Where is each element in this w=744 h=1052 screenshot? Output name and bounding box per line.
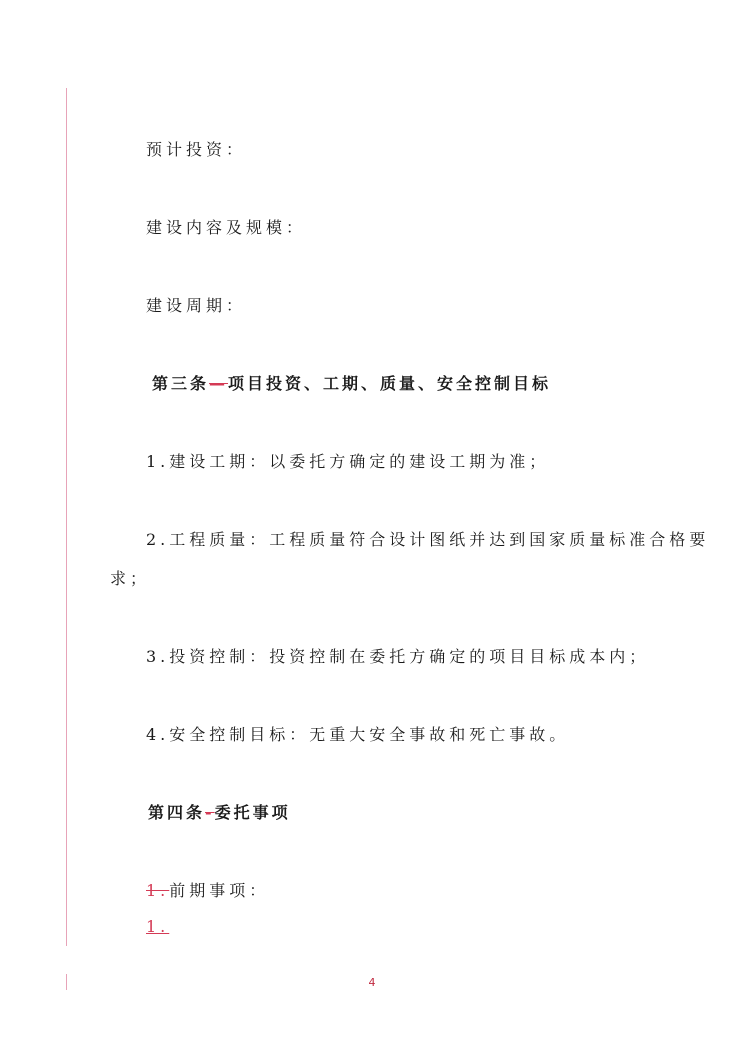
- revision-bar: [66, 88, 67, 946]
- page-number: 4: [368, 976, 376, 989]
- goal-safety: 4.安全控制目标：无重大安全事故和死亡事故。: [146, 725, 570, 744]
- article-four-heading: [148, 800, 291, 823]
- inserted-number-line: [146, 917, 169, 936]
- period-line: 建设周期：: [146, 296, 247, 315]
- article-three-heading: [152, 371, 551, 394]
- goal-quality-cont: 求；: [110, 569, 151, 588]
- goal-quality: 2.工程质量：工程质量符合设计图纸并达到国家质量标准合格要: [146, 530, 710, 549]
- investment-line: 预计投资：: [146, 140, 247, 159]
- article-three-title: 项目投资、工期、质量、安全控制目标: [228, 374, 552, 393]
- item-one: [146, 878, 269, 901]
- goal-period: 1.建设工期：以委托方确定的建设工期为准；: [146, 452, 550, 471]
- article-four-title: 委托事项: [214, 803, 291, 822]
- goal-investment: 3.投资控制：投资控制在委托方确定的项目目标成本内；: [146, 647, 650, 666]
- deleted-dash: —: [209, 374, 229, 393]
- deleted-number: 1.: [146, 881, 170, 900]
- article-three-label: 第三条: [152, 374, 210, 393]
- deleted-hyphen: -: [205, 803, 215, 822]
- scope-line: 建设内容及规模：: [146, 218, 307, 237]
- article-four-label: 第四条: [148, 803, 206, 822]
- inserted-number: 1.: [146, 917, 170, 936]
- item-one-text: 前期事项：: [169, 881, 270, 900]
